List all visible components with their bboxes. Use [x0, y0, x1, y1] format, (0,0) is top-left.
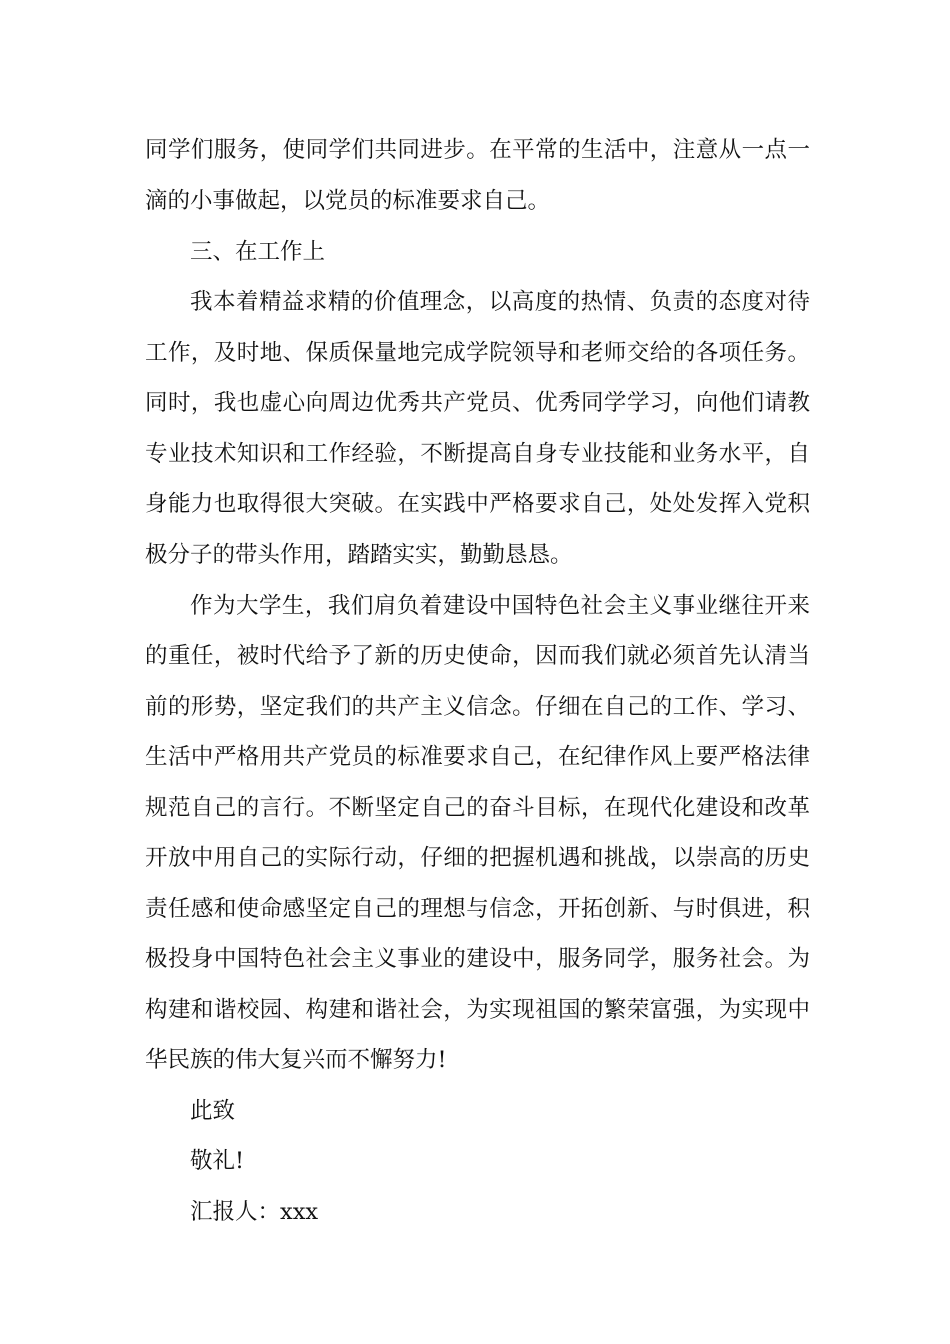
paragraph-line: 规范自己的言行。不断坚定自己的奋斗目标，在现代化建设和改革: [145, 795, 810, 821]
reporter-signature: 汇报人：xxx: [190, 1199, 319, 1225]
closing-regards: 敬礼!: [190, 1148, 245, 1174]
paragraph-line: 构建和谐校园、构建和谐社会，为实现祖国的繁荣富强，为实现中: [145, 997, 810, 1023]
paragraph-line: 前的形势，坚定我们的共产主义信念。仔细在自己的工作、学习、: [145, 694, 810, 720]
paragraph-line: 工作，及时地、保质保量地完成学院领导和老师交给的各项任务。: [145, 340, 810, 366]
paragraph-line: 极投身中国特色社会主义事业的建设中，服务同学，服务社会。为: [145, 946, 810, 972]
paragraph-line: 滴的小事做起，以党员的标准要求自己。: [145, 188, 551, 214]
paragraph-line: 责任感和使命感坚定自己的理想与信念，开拓创新、与时俱进，积: [145, 896, 810, 922]
paragraph-line: 生活中严格用共产党员的标准要求自己，在纪律作风上要严格法律: [145, 744, 810, 770]
paragraph-line: 作为大学生，我们肩负着建设中国特色社会主义事业继往开来: [190, 593, 810, 619]
paragraph-line: 开放中用自己的实际行动，仔细的把握机遇和挑战，以崇高的历史: [145, 845, 810, 871]
paragraph-line: 的重任，被时代给予了新的历史使命，因而我们就必须首先认清当: [145, 643, 810, 669]
paragraph-line: 同时，我也虚心向周边优秀共产党员、优秀同学学习，向他们请教: [145, 390, 810, 416]
paragraph-line: 我本着精益求精的价值理念，以高度的热情、负责的态度对待: [190, 289, 810, 315]
closing-salutation: 此致: [190, 1098, 236, 1124]
paragraph-line: 同学们服务，使同学们共同进步。在平常的生活中，注意从一点一: [145, 137, 810, 163]
section-heading: 三、在工作上: [190, 239, 326, 265]
paragraph-line: 专业技术知识和工作经验，不断提高自身专业技能和业务水平，自: [145, 441, 810, 467]
paragraph-line: 身能力也取得很大突破。在实践中严格要求自己，处处发挥入党积: [145, 491, 810, 517]
paragraph-line: 华民族的伟大复兴而不懈努力!: [145, 1047, 447, 1073]
paragraph-line: 极分子的带头作用，踏踏实实，勤勤恳恳。: [145, 542, 573, 568]
